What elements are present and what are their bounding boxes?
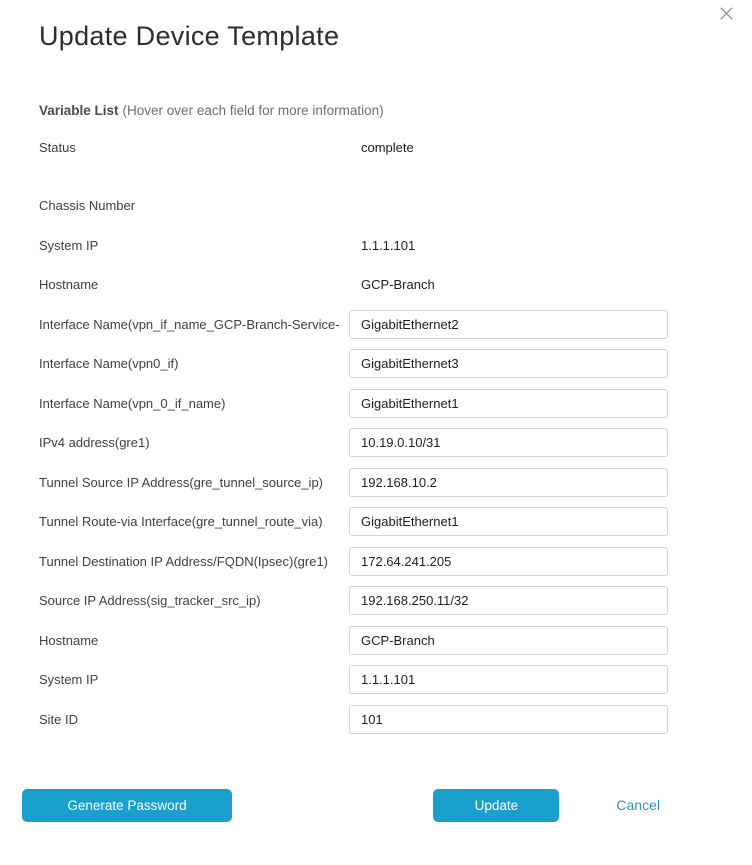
- row-interface-name-vpn0-if: [39, 349, 668, 378]
- hostname-value: GCP-Branch: [361, 277, 435, 293]
- field-label: Tunnel Route-via Interface(gre_tunnel_route_via): [39, 514, 323, 530]
- page-title: Update Device Template: [39, 21, 340, 51]
- dialog-footer: [0, 789, 752, 822]
- status-value: complete: [361, 140, 414, 156]
- row-tunnel-destination-ip: [39, 547, 668, 576]
- field-label: Hostname: [39, 277, 99, 293]
- variable-list-hint: (Hover over each field for more information): [122, 103, 384, 119]
- field-label: Interface Name(vpn_0_if_name): [39, 395, 226, 411]
- variable-list-heading: Variable List: [39, 103, 119, 119]
- field-label: Source IP Address(sig_tracker_src_ip): [39, 593, 261, 609]
- hostname-input[interactable]: [349, 626, 668, 655]
- row-system-ip-static: [39, 231, 668, 260]
- update-button[interactable]: Update: [433, 789, 559, 822]
- row-interface-name-vpn-0-if-name: [39, 389, 668, 418]
- field-label: Site ID: [39, 711, 79, 727]
- source-ip-address-input[interactable]: [349, 586, 668, 615]
- generate-password-button[interactable]: Generate Password: [22, 789, 232, 822]
- ipv4-address-gre1-input[interactable]: [349, 428, 668, 457]
- cancel-link[interactable]: Cancel: [616, 797, 660, 814]
- field-label: Tunnel Destination IP Address/FQDN(Ipsec)(gre1): [39, 553, 329, 569]
- tunnel-source-ip-input[interactable]: [349, 468, 668, 497]
- row-tunnel-route-via-interface: [39, 507, 668, 536]
- field-label: IPv4 address(gre1): [39, 435, 150, 451]
- variable-list-section-header: [39, 102, 752, 120]
- row-hostname-static: [39, 270, 668, 299]
- site-id-input[interactable]: [349, 705, 668, 734]
- row-tunnel-source-ip: [39, 468, 668, 497]
- row-site-id: [39, 705, 668, 734]
- field-label: System IP: [39, 237, 99, 253]
- row-system-ip: [39, 665, 668, 694]
- row-chassis-number: [39, 191, 668, 220]
- row-interface-name-service-vpn: [39, 310, 668, 339]
- field-label: System IP: [39, 672, 99, 688]
- system-ip-input[interactable]: [349, 665, 668, 694]
- field-label: Tunnel Source IP Address(gre_tunnel_source_ip): [39, 474, 324, 490]
- interface-name-service-vpn-input[interactable]: [349, 310, 668, 339]
- interface-name-vpn0-if-input[interactable]: [349, 349, 668, 378]
- row-status: [39, 133, 668, 162]
- close-button[interactable]: [717, 4, 735, 22]
- field-label: Chassis Number: [39, 198, 136, 214]
- field-label: Interface Name(vpn0_if): [39, 356, 179, 372]
- interface-name-vpn-0-if-name-input[interactable]: [349, 389, 668, 418]
- field-label: Hostname: [39, 632, 99, 648]
- tunnel-destination-ip-input[interactable]: [349, 547, 668, 576]
- field-label: Status: [39, 140, 76, 156]
- system-ip-value: 1.1.1.101: [361, 237, 416, 253]
- row-ipv4-address-gre1: [39, 428, 668, 457]
- field-label: Interface Name(vpn_if_name_GCP-Branch-Service-: [39, 316, 340, 332]
- row-hostname: [39, 626, 668, 655]
- tunnel-route-via-interface-input[interactable]: [349, 507, 668, 536]
- close-icon: [719, 6, 734, 21]
- variable-rows: [39, 133, 668, 734]
- row-source-ip-address: [39, 586, 668, 615]
